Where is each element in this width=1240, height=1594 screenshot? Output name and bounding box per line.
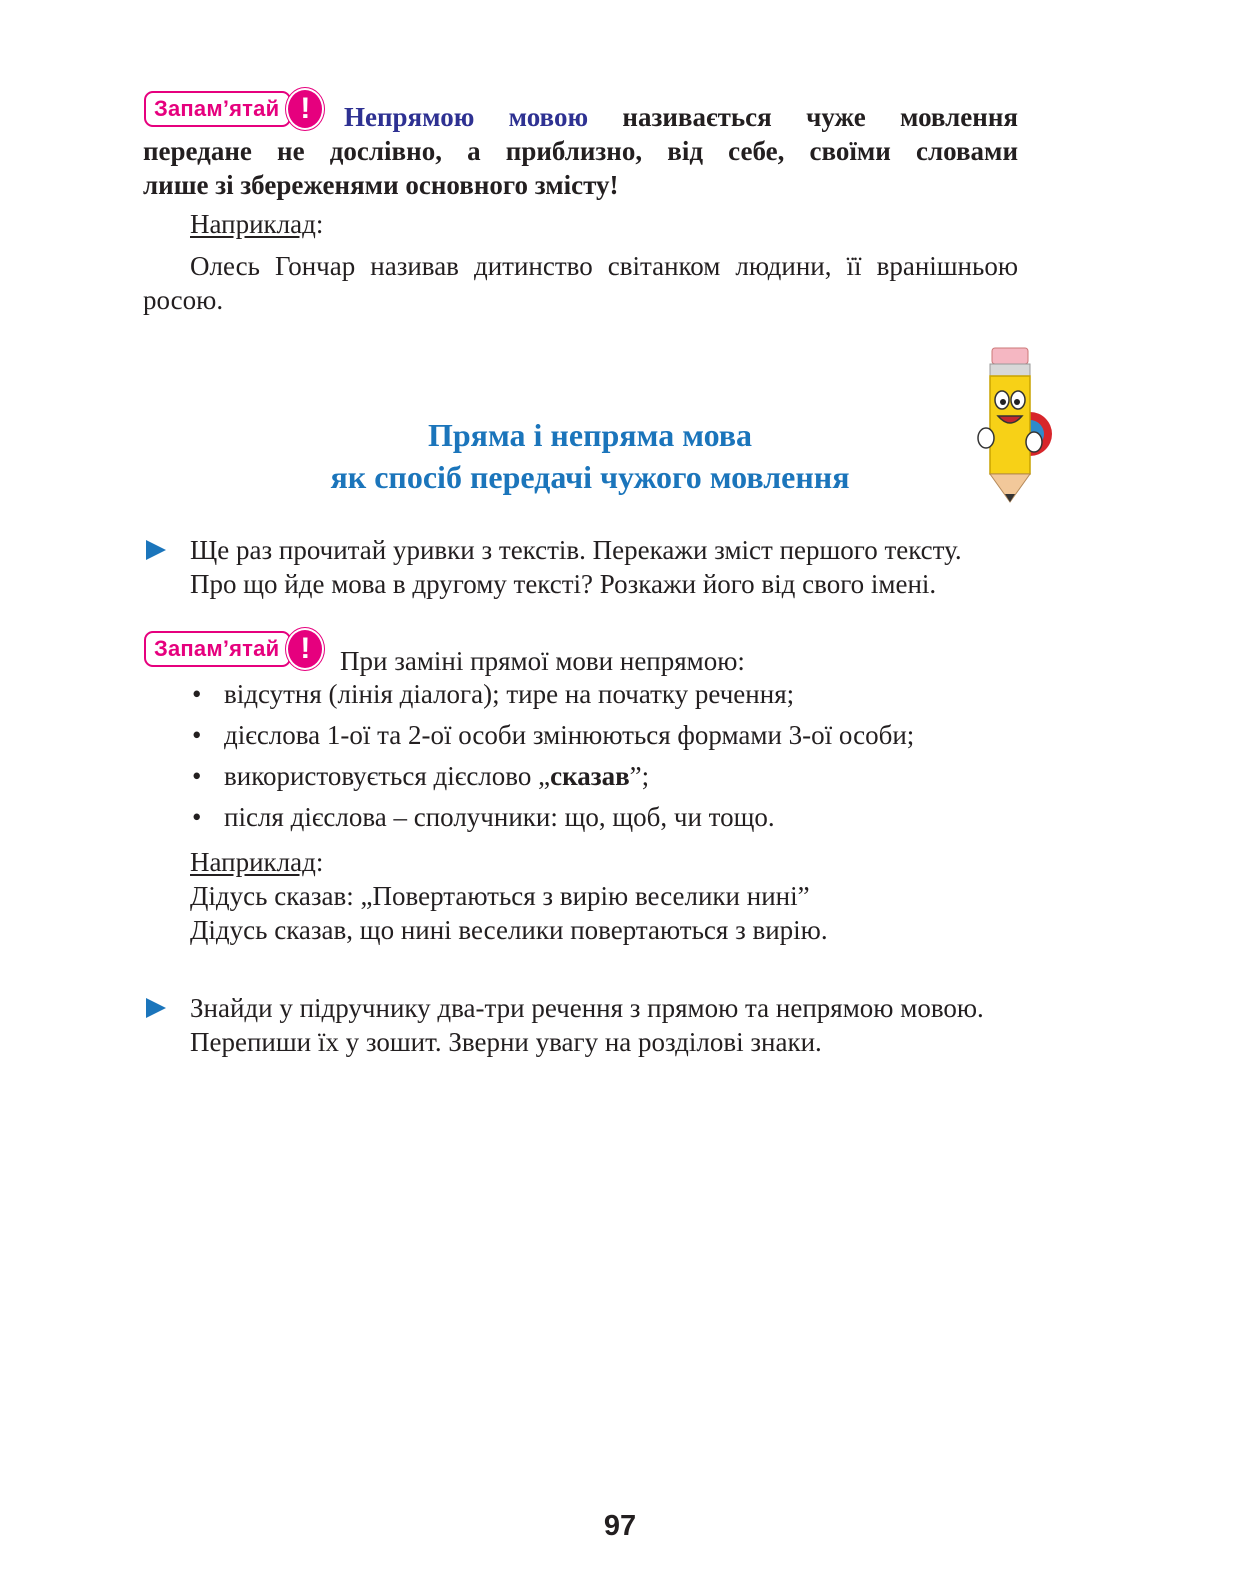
task-2-line-2: Перепиши їх у зошит. Зверни увагу на розділові знаки. — [190, 1027, 822, 1057]
definition-line-1 — [344, 100, 1018, 134]
task-2-line-1: Знайди у підручнику два-три речення з прямою та непрямою мовою. — [190, 993, 984, 1023]
definition-line-2: передане не дослівно, а приблизно, від себе, своїми словами — [143, 136, 1018, 166]
example-direct-speech: Дідусь сказав: „Повертаються з вирію веселики нині” — [190, 881, 810, 911]
example-indirect-speech: Дідусь сказав, що нині веселики повертаються з вирію. — [190, 915, 828, 945]
definition-term: Непрямою мовою — [344, 102, 589, 132]
remember-badge-label: Запам’ятай — [144, 91, 291, 127]
pencil-mascot-icon — [972, 342, 1058, 504]
example-label: Наприклад — [190, 847, 316, 877]
page-number: 97 — [603, 1510, 637, 1542]
rule-bullet-item: • використовується дієслово „сказав”; — [190, 756, 914, 797]
definition-line-1-rest: називається чуже мовлення — [588, 102, 1018, 132]
rule-bullet-item: • дієслова 1-ої та 2-ої особи змінюються формами 3-ої особи; — [190, 715, 914, 756]
example-text-line-2: росою. — [143, 285, 224, 315]
task-arrow-icon — [146, 998, 166, 1018]
rule-bullet-item: • відсутня (лінія діалога); тире на початку речення; — [190, 674, 914, 715]
exclamation-icon: ! — [286, 628, 324, 670]
rule-bullet-list — [190, 674, 914, 838]
rule-bullet-item: • після дієслова – сполучники: що, щоб, чи тощо. — [190, 797, 914, 838]
remember-badge-label: Запам’ятай — [144, 631, 291, 667]
bold-verb: сказав — [550, 761, 630, 791]
exclamation-icon: ! — [286, 88, 324, 130]
rule-intro: При заміні прямої мови непрямою: — [340, 646, 745, 676]
task-arrow-icon — [146, 540, 166, 560]
task-1-line-1: Ще раз прочитай уривки з текстів. Перекажи зміст першого тексту. — [190, 535, 962, 565]
example-label: Наприклад — [190, 209, 316, 239]
remember-badge-2 — [144, 628, 324, 670]
task-1-line-2: Про що йде мова в другому тексті? Розкажи його від свого імені. — [190, 569, 937, 599]
section-heading-line-2: як спосіб передачі чужого мовлення — [330, 459, 850, 495]
section-heading-line-1: Пряма і непряма мова — [427, 417, 753, 453]
definition-line-3: лише зі збереженями основного змісту! — [143, 170, 619, 200]
example-heading-1: Наприклад: — [190, 209, 324, 239]
remember-badge — [144, 88, 324, 130]
example-heading-2: Наприклад: — [190, 847, 324, 877]
example-text-line-1: Олесь Гончар називав дитинство світанком людини, її вранішньою — [190, 251, 1018, 281]
